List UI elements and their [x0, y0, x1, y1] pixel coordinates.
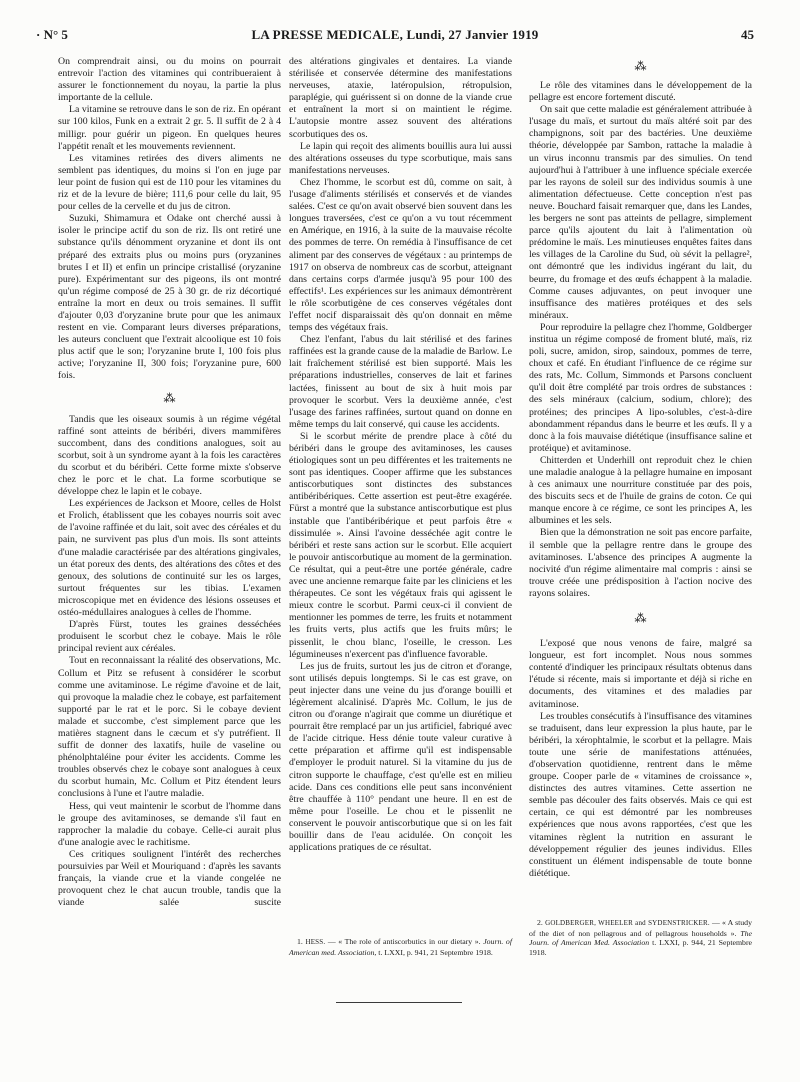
right-column	[529, 56, 752, 958]
paragraph: Suzuki, Shimamura et Odake ont cherché aussi à isoler le principe actif du son de riz. Ils ont retiré une substance qu'ils dénomment oryzanine et dont ils ont préparé des extraits plus ou moins purs (oryzanines brutes I et II) et enfin un principe cristallisé (oryzanine pure). Expérimentant sur des pigeons, ils ont montré qu'un régime composé de 25 à 30 gr. de riz décortiqué entraîne la mort en deux ou trois semaines. Il suffit d'ajouter 0,03 d'oryzanine brute pour que les animaux restent en vie. Comparant leurs diverses préparations, les auteurs concluent que l'extrait alcoolique est 10 fois plus actif que le son; l'oryzanine brute I, 100 fois plus active; l'oryzanine II, 300 fois; l'oryzanine pure, 600 fois.	[58, 213, 281, 382]
footnote-number: 1.	[297, 937, 303, 947]
paragraph: Ces critiques soulignent l'intérêt des recherches poursuivies par Weil et Mouriquand : d'après les savants français, la viande crue et la viande congelée ne provoquent chez le chat aucun trouble, tandis que la viande salée suscite	[58, 848, 281, 909]
paragraph: Les troubles consécutifs à l'insuffisance des vitamines se traduisent, dans leur expression la plus haute, par le béribéri, la xérophtalmie, le scorbut et la pellagre. Mais toute une série de manifestations atténuées, d'observation quotidienne, rentrent dans le même groupe. Cooper parle de « vitamines de croissance », distinctes des autres vitamines. Cette assertion ne semble pas découler des faits observés. Mais ce qui est certain, ce qui est démontré par les nombreuses expériences que nous avons rapportées, c'est que les vitamines règlent la nutrition en assurant le développement régulier des jeunes individus. Elles constituent un élément indispensable de toute bonne diététique.	[529, 710, 752, 879]
paragraph: La vitamine se retrouve dans le son de riz. En opérant sur 100 kilos, Funk en a extrait 2 gr. 5. Il suffit de 2 à 4 milligr. pour guérir un pigeon. En quelques heures l'appétit renaît et les mouvements reviennent.	[58, 104, 281, 152]
paragraph: Bien que la démonstration ne soit pas encore parfaite, il semble que la pellagre rentre dans le groupe des avitaminoses. L'absence des principes A augmente la nocivité d'un régime alimentaire mal compris : ainsi se trouve créée une prédisposition à l'action nocive des rayons solaires.	[529, 527, 752, 599]
paragraph: Chez l'enfant, l'abus du lait stérilisé et des farines raffinées est la grande cause de la maladie de Barlow. Le lait fraîchement stérilisé est bien supporté. Mais les préparations industrielles, conserves de lait et farines lactées, finissent au bout de six à huit mois par provoquer le scorbut. Vers la deuxième année, c'est l'usage des farines raffinées, surtout quand on donne en même temps du lait conservé, qui cause les accidents.	[289, 334, 512, 430]
footnote-title: — « A study of the diet of non pellagrous and of pellagrous households ».	[529, 917, 752, 938]
journal-name: LA PRESSE MEDICALE,	[251, 27, 404, 42]
asterism-ornament: ⁂	[163, 390, 176, 405]
footnote-2	[529, 910, 752, 958]
footnote-author: GOLDBERGER, WHEELER and SYDENSTRICKER.	[545, 918, 710, 927]
paragraph: D'après Fürst, toutes les graines desséchées produisent le scorbut chez le cobaye. Mais le rôle principal revient aux céréales.	[58, 619, 281, 655]
paragraph: Les vitamines retirées des divers aliments ne semblent pas identiques, du moins si l'on en juge par leur point de fusion qui est de 110 pour les vitamines du riz et de la levure de bière; 111,6 pour celle du lait, 95 pour celles de la cervelle et du jus de citron.	[58, 152, 281, 213]
footnote-journal: The Journ. of American Med. Association	[529, 928, 752, 948]
paragraph: Chez l'homme, le scorbut est dû, comme on sait, à l'usage d'aliments stérilisés et conservés et de viandes salées. C'est ce qu'on avait observé bien souvent dans les longues traversées, c'est ce qu'on a vu tout récemment en Amérique, en 1916, à la suite de la mauvaise récolte des pommes de terre. On remédia à l'insuffisance de cet aliment par des conserves de végétaux : au printemps de 1917 on observa de nombreux cas de scorbut, atteignant dans certains corps d'armée jusqu'à 95 pour 100 des effectifs¹. Les expériences sur les animaux démontrèrent le rôle scorbutigène de ces conserves végétales dont l'effet nocif disparaissait dès qu'on donnait en même temps des végétaux frais.	[289, 176, 512, 334]
footnote-title: — « The role of antiscorbutics in our dietary ».	[327, 937, 481, 947]
paragraph: Chitterden et Underhill ont reproduit chez le chien une maladie analogue à la pellagre humaine en imposant à ces animaux une nourriture constituée par des pois, des biscuits secs et de l'huile de grains de coton. Ce qui manque encore à ce régime, ce sont les principes A, les albumines et les sels.	[529, 454, 752, 527]
footnote-journal: Journ. of American med. Association	[289, 937, 512, 958]
footnote-number: 2.	[537, 917, 543, 927]
paragraph: Hess, qui veut maintenir le scorbut de l'homme dans le groupe des avitaminoses, se demande s'il faut en rapprocher la maladie du cobaye. Celle-ci aurait plus d'une analogie avec le rachitisme.	[58, 800, 281, 848]
end-rule	[336, 1002, 462, 1003]
left-column	[58, 56, 281, 958]
paragraph: L'exposé que nous venons de faire, malgré sa longueur, est fort incomplet. Nous nous sommes contenté d'indiquer les principaux résultats obtenus dans l'étude si récente, mais si importante et déjà si riche en documents, des vitamines et des maladies par avitaminose.	[529, 638, 752, 710]
footnote-1	[289, 929, 512, 958]
running-title	[251, 26, 538, 44]
footnote-reference: t. LXXI, p. 944, 21 Septembre 1918.	[529, 938, 753, 958]
paragraph: Le rôle des vitamines dans le développement de la pellagre est encore fortement discuté.	[529, 80, 752, 104]
page-header	[36, 26, 754, 46]
paragraph: Tout en reconnaissant la réalité des observations, Mc. Collum et Pitz se refusent à considérer le scorbut comme une avitaminose. Le régime d'avoine et de lait, qui provoque la maladie chez le cobaye, est parfaitement supporté par le rat et le porc. Si le cobaye devient malade et succombe, c'est simplement parce que les matières stagnent dans le cæcum et s'y putréfient. Il suffit de donner des laxatifs, huile de vaseline ou phénolphtaléine pour éviter les accidents. Comme les troubles observés chez le cobaye sont analogues à ceux du scorbut humain, Mc. Collum et Pitz étendent leurs conclusions à l'une et l'autre maladie.	[58, 655, 281, 800]
paragraph: Les expériences de Jackson et Moore, celles de Holst et Frolich, établissent que les cobayes nourris soit avec de l'avoine raffinée et du lait, soit avec des céréales et du pain, ne survivent pas plus d'un mois. Ils sont atteints d'une maladie caractérisée par des altérations gingivales, un état poreux des dents, des altérations des côtes et des genoux, des solutions de continuité sur les os larges, surtout fréquentes sur les tibias. L'examen microscopique met en évidence des lésions osseuses et ostéo-médullaires analogues à celles de l'homme.	[58, 498, 281, 619]
paragraph: Le lapin qui reçoit des aliments bouillis aura lui aussi des altérations osseuses du type scorbutique, mais sans manifestations nerveuses.	[289, 140, 512, 176]
paragraph: Pour reproduire la pellagre chez l'homme, Goldberger institua un régime composé de froment bluté, maïs, riz poli, sucre, amidon, sirop, saindoux, pommes de terre, choux et café. En étudiant l'influence de ce régime sur des rats, Mc. Collum, Simmonds et Parsons concluent qu'il doit être complété par trois ordres de substances : des sels minéraux (calcium, sodium, chlore); des protéines; des principes A lipo-solubles, c'est-à-dire abondamment répandus dans le beurre et les œufs. Il y a donc à la fois mauvaise diététique (insuffisance saline et protéique) et avitaminose.	[529, 321, 752, 454]
middle-column	[289, 56, 512, 958]
paragraph: des altérations gingivales et dentaires. La viande stérilisée et conservée détermine des manifestations nerveuses, ataxie, latéropulsion, rétropulsion, paraplégie, qui guérissent si on donne de la viande crue et entraînent la mort si on maintient le régime. L'autopsie montre assez souvent des altérations scorbutiques des os.	[289, 56, 512, 140]
asterism-ornament: ⁂	[634, 59, 647, 73]
page-number: 45	[741, 27, 754, 42]
paragraph: Tandis que les oiseaux soumis à un régime végétal raffiné sont atteints de béribéri, divers mammifères succombent, dans des conditions analogues, soit au scorbut, soit à un syndrome ayant à la fois les caractères du scorbut et du béribéri. Cette forme mixte s'observe chez le porc et le chat. La forme scorbutique se développe chez le lapin et le cobaye.	[58, 413, 281, 498]
issue-date: Lundi, 27 Janvier 1919	[406, 27, 539, 42]
paragraph: Les jus de fruits, surtout les jus de citron et d'orange, sont utilisés depuis longtemps. Si le cas est grave, on peut injecter dans une veine du jus d'orange bouilli et légèrement alcalinisé. D'après Mc. Collum, le jus de citron ou d'orange n'agirait que comme un diurétique et pourrait être remplacé par un jus artificiel, fabriqué avec de l'acide citrique. Hess dénie toute valeur curative à cette préparation et affirme qu'il est indispensable d'employer le produit naturel. Si la vitamine du jus de citron supporte le chauffage, c'est qu'elle est en milieu acide. Dans ces conditions elle peut sans inconvénient être chauffée à 110° pendant une heure. Il en est de même pour l'oseille. Le chou et le pissenlit ne conservent le pouvoir antiscorbutique que si on les fait bouillir dans de l'eau acidulée. On conçoit les applications pratiques de ce résultat.	[289, 660, 512, 854]
paragraph: On comprendrait ainsi, ou du moins on pourrait entrevoir l'action des vitamines qui contribueraient à assurer le fonctionnement du noyau, la partie la plus importante de la cellule.	[58, 56, 281, 104]
footnote-reference: , t. LXXI, p. 941, 21 Septembre 1918.	[374, 948, 493, 958]
issue-number: · N° 5	[36, 27, 68, 42]
asterism-ornament: ⁂	[634, 611, 647, 626]
paragraph: On sait que cette maladie est généralement attribuée à l'usage du maïs, et surtout du maïs altéré soit par des champignons, soit par des bactéries. Une deuxième théorie, développée par Sambon, rattache la maladie à un virus inconnu transmis par des simulies. On tend aujourd'hui à l'attribuer à une influence spéciale exercée par les rayons de soleil sur des individus soumis à une alimentation défectueuse. Cette conception n'est pas neuve. Bouchard faisait remarquer que, dans les Landes, les bergers ne sont pas atteints de pellagre, simplement parce qu'ils ajoutent du lait à l'alimentation où prédomine le maïs. Les minutieuses enquêtes faites dans les villages de la Caroline du Sud, où sévit la pellagre², ont démontré que les individus ingérant du lait, du beurre, du fromage et des œufs échappent à la maladie. Comme causes adjuvantes, on peut invoquer une insuffisance des matières protéiques et des sels minéraux.	[529, 104, 752, 321]
footnote-author: HESS.	[305, 938, 326, 947]
paragraph: Si le scorbut mérite de prendre place à côté du béribéri dans le groupe des avitaminoses, les causes étiologiques sont un peu différentes et les traitements ne sont pas identiques. Cooper affirme que les substances antiscorbutiques sont distinctes des substances antibéribériques. Cette assertion est peut-être exagérée. Fürst a montré que la substance antiscorbutique est plus instable que l'antibéribérique et peut parfois être « dissimulée ». Ainsi l'avoine desséchée agit contre le béribéri et reste sans action sur le scorbut. Elle acquiert le pouvoir antiscorbutique au moment de la germination. Ce résultat, qui a peut-être une portée générale, cadre avec une ancienne remarque faite par les cliniciens et les thérapeutes. Ce sont les végétaux frais qui agissent le mieux contre le scorbut. Parmi ceux-ci il convient de mentionner les pommes de terre, les fruits et notamment les fruits verts, plus actifs que les fruits mûrs; le pissenlit, le chou blanc, l'oseille, le cresson. Les légumineuses n'exercent pas d'influence favorable.	[289, 430, 512, 660]
